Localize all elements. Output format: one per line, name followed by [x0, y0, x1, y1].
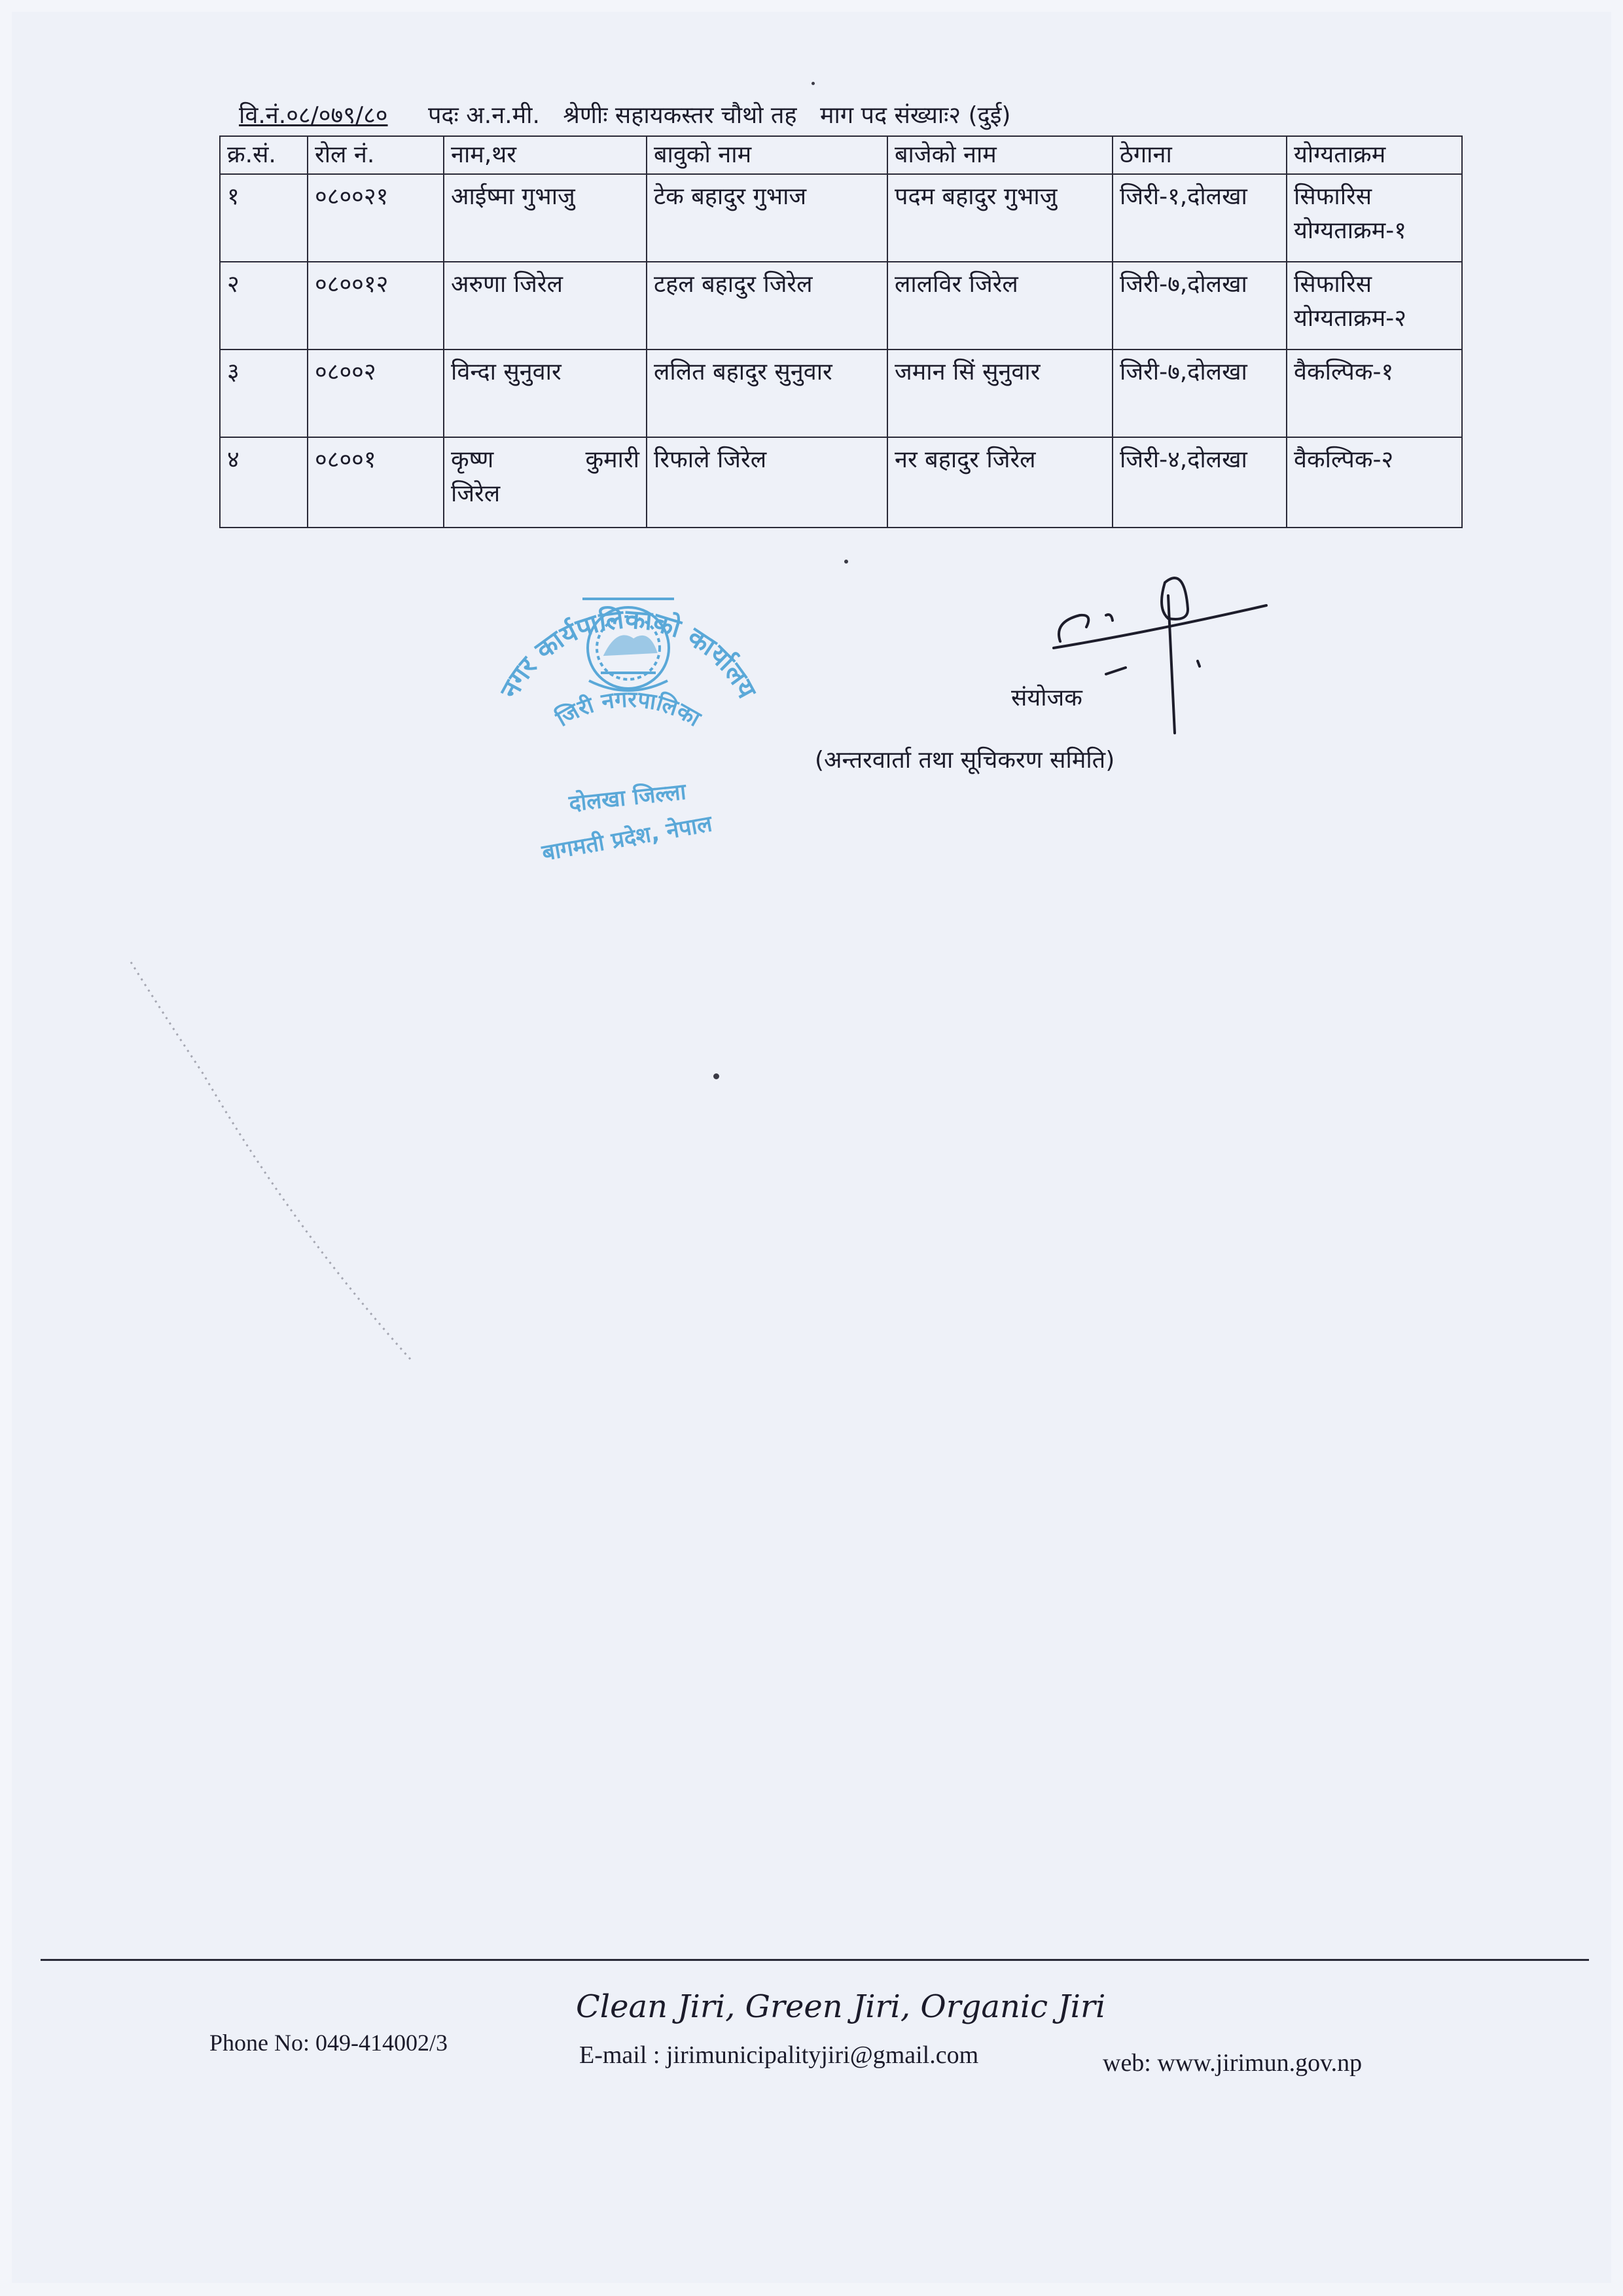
father-cell: टेक बहादुर गुभाज [647, 174, 887, 262]
column-header: रोल नं. [308, 136, 444, 174]
scan-dust [713, 1073, 719, 1079]
merit-line: वैकल्पिक-१ [1294, 359, 1394, 386]
reference-number: वि.नं.०८/०७९/८० [239, 102, 388, 129]
father-cell: रिफाले जिरेल [647, 437, 887, 528]
table-row [220, 262, 1462, 350]
serial-cell: १ [220, 174, 308, 262]
merit-line: वैकल्पिक-२ [1294, 446, 1394, 473]
father-cell: टहल बहादुर जिरेल [647, 262, 887, 350]
merit-line: योग्यताक्रम-२ [1294, 305, 1406, 332]
name-middle: कुमारी [585, 446, 639, 473]
office-stamp [484, 589, 772, 890]
scan-streak [124, 956, 438, 1374]
serial-cell: ३ [220, 350, 308, 437]
table-row [220, 174, 1462, 262]
grandfather-cell: जमान सिं सुनुवार [887, 350, 1113, 437]
name-cell: विन्दा सुनुवार [444, 350, 647, 437]
table-header-row [220, 136, 1462, 174]
signature-mark [1034, 569, 1283, 740]
grandfather-cell: लालविर जिरेल [887, 262, 1113, 350]
address-cell: जिरी-७,दोलखा [1113, 350, 1287, 437]
column-header: नाम,थर [444, 136, 647, 174]
grandfather-cell: पदम बहादुर गुभाजु [887, 174, 1113, 262]
footer-phone: Phone No: 049-414002/3 [209, 2030, 448, 2056]
merit-line: सिफारिस [1294, 183, 1372, 210]
column-header: बाजेको नाम [887, 136, 1113, 174]
table-row [220, 350, 1462, 437]
signatory-title: संयोजक [1011, 685, 1082, 711]
roll-cell: ०८००२ [308, 350, 444, 437]
name-last: जिरेल [451, 480, 501, 507]
stamp-line: जिरी नगरपालिका [551, 686, 705, 732]
address-cell: जिरी-४,दोलखा [1113, 437, 1287, 528]
merit-cell [1287, 437, 1462, 528]
roll-cell: ०८००१२ [308, 262, 444, 350]
footer-web: web: www.jirimun.gov.np [1103, 2049, 1363, 2077]
category-label: श्रेणीः सहायकस्तर चौथो तह [563, 102, 797, 129]
footer-slogan: Clean Jiri, Green Jiri, Organic Jiri [576, 1988, 1106, 2025]
name-cell: आईष्मा गुभाजु [444, 174, 647, 262]
serial-cell: ४ [220, 437, 308, 528]
name-cell [444, 437, 647, 528]
grandfather-cell: नर बहादुर जिरेल [887, 437, 1113, 528]
name-first: कृष्ण [451, 446, 494, 473]
stamp-line: दोलखा जिल्ला [567, 778, 688, 817]
roll-cell: ०८००१ [308, 437, 444, 528]
father-cell: ललित बहादुर सुनुवार [647, 350, 887, 437]
name-cell: अरुणा जिरेल [444, 262, 647, 350]
signatory-committee: (अन्तरवार्ता तथा सूचिकरण समिति) [815, 747, 1115, 774]
merit-line: योग्यताक्रम-१ [1294, 217, 1406, 244]
demand-label: माग पद संख्याः२ (दुई) [819, 102, 1011, 129]
merit-line: सिफारिस [1294, 271, 1372, 298]
stamp-line: बागमती प्रदेश, नेपाल [540, 810, 715, 867]
notice-header [239, 98, 1026, 130]
roll-cell: ०८००२१ [308, 174, 444, 262]
merit-cell [1287, 350, 1462, 437]
serial-cell: २ [220, 262, 308, 350]
column-header: ठेगाना [1113, 136, 1287, 174]
merit-cell [1287, 174, 1462, 262]
post-label: पदः अ.न.मी. [427, 102, 540, 129]
scan-dust [844, 560, 848, 564]
column-header: क्र.सं. [220, 136, 308, 174]
table-row [220, 437, 1462, 528]
merit-cell [1287, 262, 1462, 350]
column-header: योग्यताक्रम [1287, 136, 1462, 174]
scan-dust [812, 82, 815, 85]
footer-email: E-mail : jirimunicipalityjiri@gmail.com [579, 2041, 979, 2069]
results-table [219, 135, 1463, 528]
stamp-line: नगर कार्यपालिकाको कार्यालय [494, 604, 762, 704]
footer-divider [41, 1959, 1589, 1961]
address-cell: जिरी-१,दोलखा [1113, 174, 1287, 262]
column-header: बावुको नाम [647, 136, 887, 174]
name-line [451, 443, 639, 477]
address-cell: जिरी-७,दोलखा [1113, 262, 1287, 350]
